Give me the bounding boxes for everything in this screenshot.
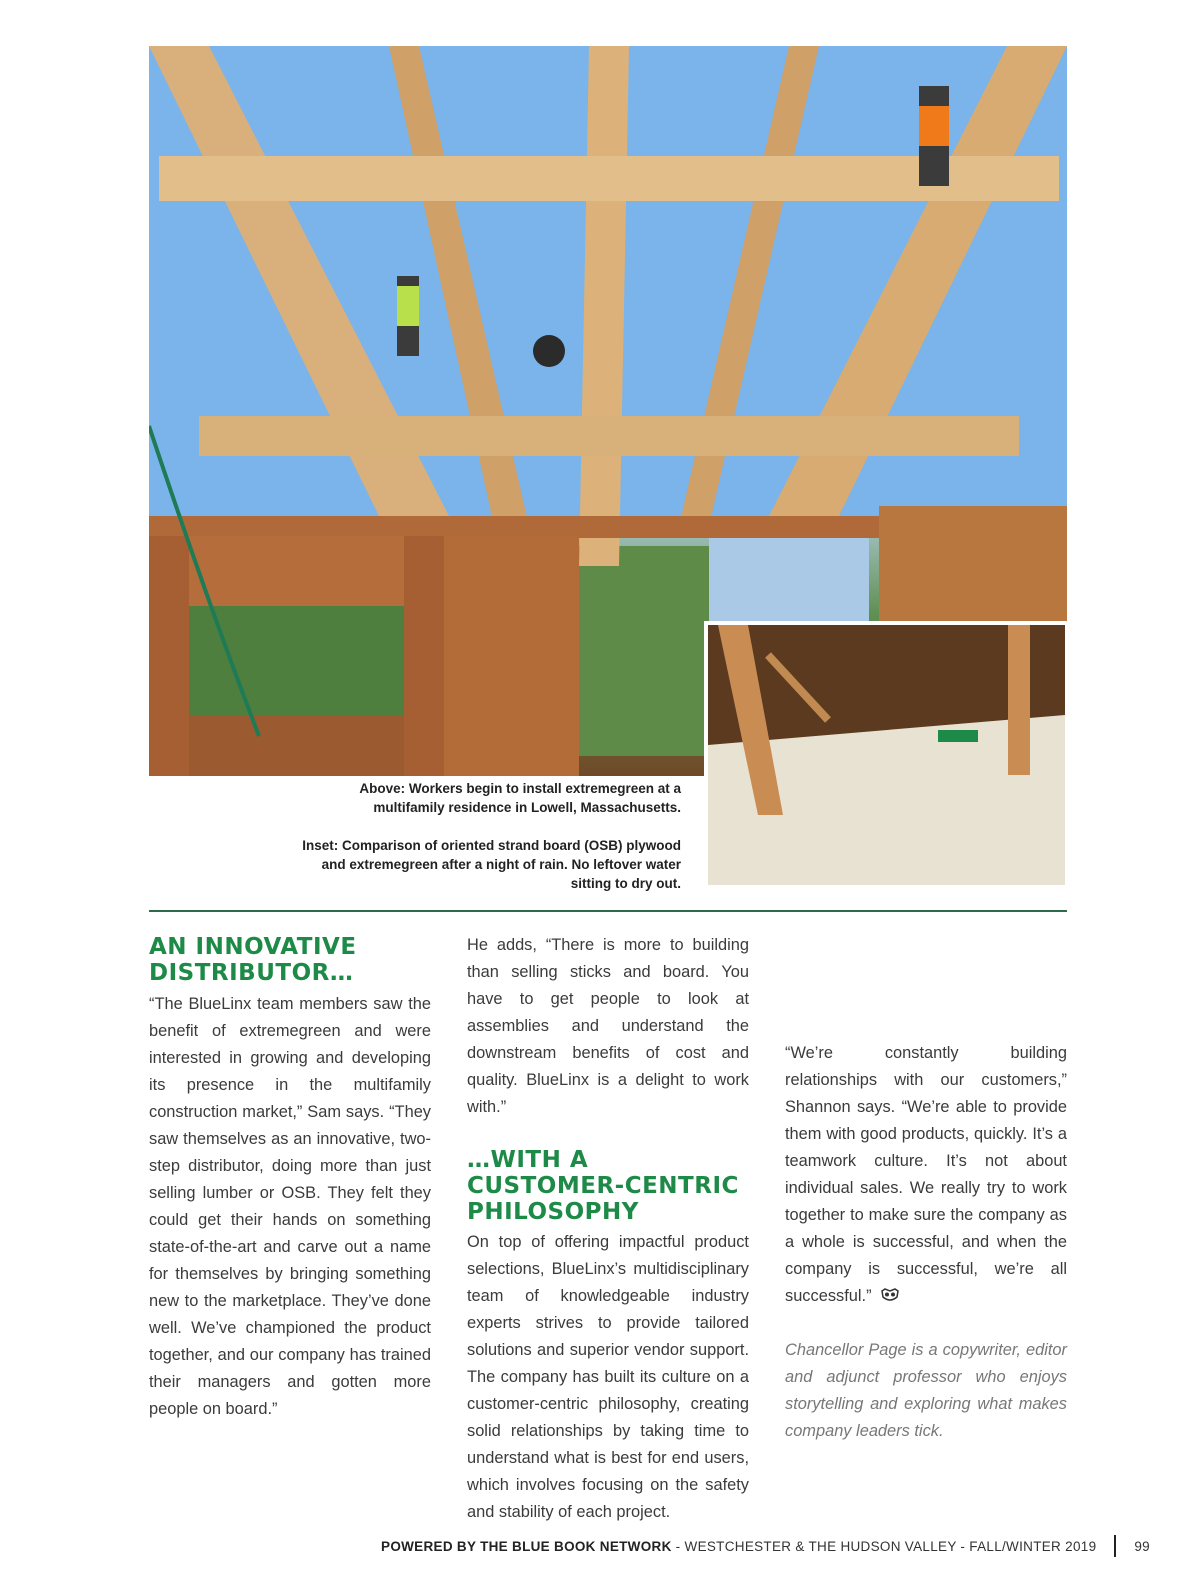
footer-issue: - WESTCHESTER & THE HUDSON VALLEY - FALL/WINTER 2019 [671, 1539, 1097, 1554]
footer-separator [1114, 1535, 1116, 1557]
osb-comparison-illustration [708, 625, 1065, 885]
author-bio: Chancellor Page is a copywriter, editor and adjunct professor who enjoys storytelling and exploring what makes company leaders tick. [785, 1341, 1067, 1440]
heading-innovative-distributor: AN INNOVATIVE DISTRIBUTOR… [149, 934, 357, 986]
paragraph-2: He adds, “There is more to building than selling sticks and board. You have to get people to look at assemblies and understand the downstream benefits of cost and quality. BlueLinx is a delight to work with.” [467, 936, 749, 1116]
footer-brand: POWERED BY THE BLUE BOOK NETWORK [381, 1539, 672, 1554]
owl-end-mark-icon [881, 1288, 899, 1302]
paragraph-4: “We’re constantly building relationships with our customers,” Shannon says. “We’re able to provide them with good products, quickly. It’s a teamwork culture. It’s not about individual sales. We really try to work together to make sure the company as a whole is successful, and when the company is successful, we’re all successful.” [785, 1044, 1067, 1305]
paragraph-1: “The BlueLinx team members saw the benefit of extremegreen and were interested in growing and developing its presence in the multifamily construction market,” Sam says. “They saw themselves as an innovative, two-step distributor, doing more than just selling lumber or OSB. They felt they could get their hands on something state-of-the-art and carve out a name for themselves by bringing something new to the marketplace. They’ve done well. We’ve championed the product together, and our company has trained their managers and gotten more people on board.” [149, 995, 431, 1418]
column-3 [785, 932, 1067, 1445]
heading-customer-centric: …WITH A CUSTOMER-CENTRIC PHILOSOPHY [467, 1147, 739, 1225]
caption-inset: Inset: Comparison of oriented strand board (OSB) plywood and extremegreen after a night of rain. No leftover water sitting to dry out. [302, 838, 681, 891]
photo-captions [300, 779, 681, 893]
caption-above: Above: Workers begin to install extremegreen at a multifamily residence in Lowell, Massachusetts. [359, 781, 681, 815]
paragraph-3: On top of offering impactful product selections, BlueLinx’s multidisciplinary team of knowledgeable industry experts strives to provide tailored solutions and superior vendor support. The company has built its culture on a customer-centric philosophy, creating solid relationships by taking time to understand what is best for end users, which involves focusing on the safety and stability of each project. [467, 1233, 749, 1521]
column-1 [149, 932, 431, 1423]
column-2 [467, 932, 749, 1526]
section-divider [149, 910, 1067, 912]
inset-photo [704, 621, 1069, 889]
paragraph-4-wrapper [785, 1040, 1067, 1310]
page-number: 99 [1134, 1539, 1150, 1554]
page-footer [381, 1535, 1150, 1557]
